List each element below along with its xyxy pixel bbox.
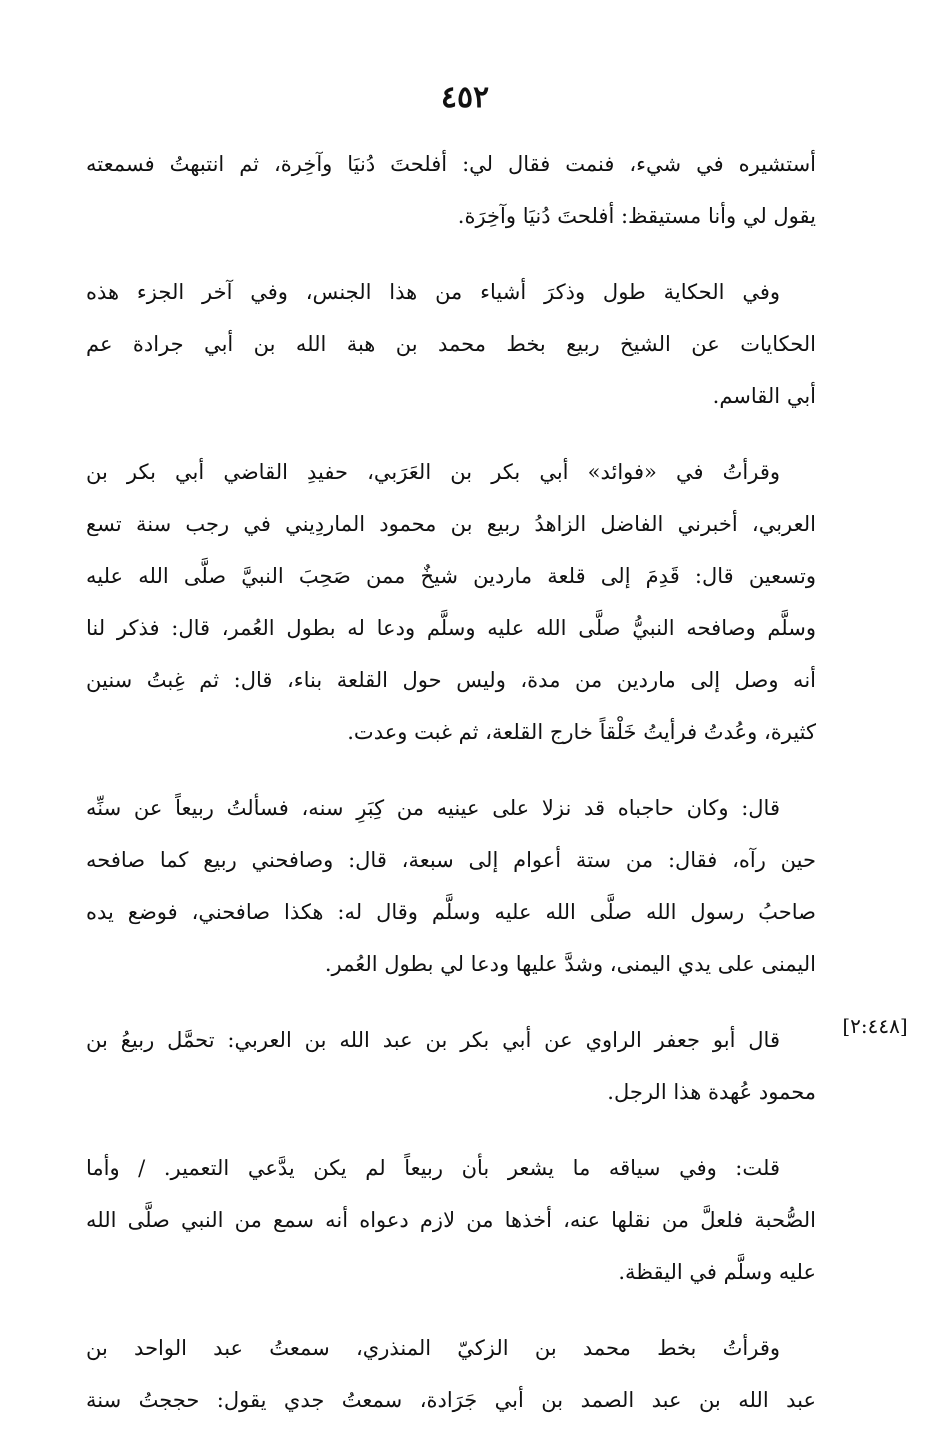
text-line: وتسعين قال: قَدِمَ إلى قلعة ماردين شيخٌ ممن صَحِبَ النبيَّ صلَّى الله عليه: [86, 564, 816, 588]
text-line: عليه وسلَّم في اليقظة.: [618, 1260, 816, 1284]
text-line: وفي الحكاية طول وذكرَ أشياء من هذا الجنس، وفي آخر الجزء هذه: [86, 280, 780, 304]
text-line: وسلَّم وصافحه النبيُّ صلَّى الله عليه وسلَّم ودعا له بطول العُمر، قال: فذكر لنا: [86, 616, 816, 640]
paragraph: [86, 266, 816, 422]
text-line: اليمنى على يدي اليمنى، وشدَّ عليها ودعا لي بطول العُمر.: [324, 952, 816, 976]
paragraph: [86, 1014, 816, 1118]
text-line: قلت: وفي سياقه ما يشعر بأن ربيعاً لم يكن يدَّعي التعمير. / وأما: [86, 1156, 780, 1180]
text-line: أبي القاسم.: [712, 384, 816, 408]
paragraph: [86, 782, 816, 990]
text-line: عبد الله بن عبد الصمد بن أبي جَرَادة، سمعتُ جدي يقول: حججتُ سنة: [86, 1388, 816, 1412]
text-line: قال: وكان حاجباه قد نزلا على عينيه من كِبَرِ سنه، فسألتُ ربيعاً عن سنِّه: [86, 796, 780, 820]
body-text: [86, 138, 816, 1450]
text-line: وقرأتُ بخط محمد بن الزكيّ المنذري، سمعتُ عبد الواحد بن: [86, 1336, 780, 1360]
page-number: ٤٥٢: [440, 80, 490, 115]
text-line: الحكايات عن الشيخ ربيع بخط محمد بن هبة الله بن أبي جرادة عم: [86, 332, 816, 356]
paragraph: [86, 138, 816, 242]
text-line: قال أبو جعفر الراوي عن أبي بكر بن عبد الله بن العربي: تحمَّل ربيعُ بن: [86, 1028, 780, 1052]
text-line: أستشيره في شيء، فنمت فقال لي: أفلحتَ دُنيَا وآخِرة، ثم انتبهتُ فسمعته: [86, 152, 816, 176]
text-line: أنه وصل إلى ماردين من مدة، وليس حول القلعة بناء، قال: ثم غِبتُ سنين: [86, 668, 816, 692]
text-line: كثيرة، وعُدتُ فرأيتُ خَلْقاً خارج القلعة، ثم غبت وعدت.: [347, 720, 816, 744]
text-line: يقول لي وأنا مستيقظ: أفلحتَ دُنيَا وآخِرَة.: [457, 204, 816, 228]
paragraph: [86, 1322, 816, 1426]
text-line: حين رآه، فقال: من ستة أعوام إلى سبعة، قال: وصافحني ربيع كما صافحه: [86, 848, 816, 872]
paragraph: [86, 446, 816, 758]
text-line: العربي، أخبرني الفاضل الزاهدُ ربيع بن محمود الماردِيني في رجب سنة تسع: [86, 512, 816, 536]
text-line: صاحبُ رسول الله صلَّى الله عليه وسلَّم وقال له: هكذا صافحني، فوضع يده: [86, 900, 816, 924]
volume-page-marker: [٢:٤٤٨]: [842, 1014, 908, 1038]
text-line: الصُّحبة فلعلَّ من نقلها عنه، أخذها من لازم دعواه أنه سمع من النبي صلَّى الله: [86, 1208, 816, 1232]
text-line: وقرأتُ في «فوائد» أبي بكر بن العَرَبي، حفيدِ القاضي أبي بكر بن: [86, 460, 780, 484]
text-line: محمود عُهدة هذا الرجل.: [607, 1080, 816, 1104]
paragraph: [86, 1142, 816, 1298]
